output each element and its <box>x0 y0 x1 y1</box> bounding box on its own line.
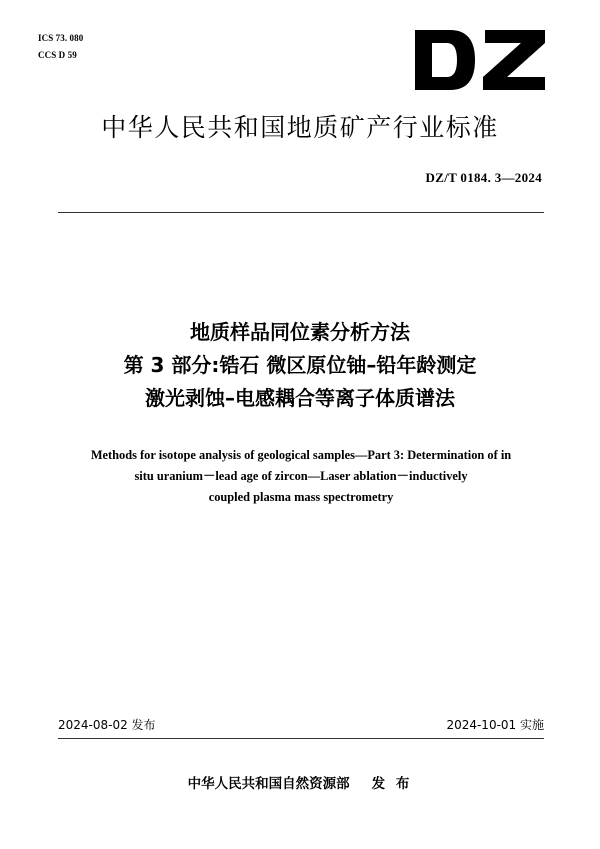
english-title-line: situ uranium－lead age of zircon—Laser ablation－inductively <box>134 469 468 483</box>
chinese-title-line: 第 3 部分:锆石 微区原位铀–铅年龄测定 <box>123 353 477 377</box>
issue-date: 2024-08-02 发布 <box>58 718 156 732</box>
dz-standard-logo <box>405 25 555 95</box>
implementation-date: 2024-10-01 实施 <box>446 718 544 732</box>
ics-code: ICS 73. 080 <box>38 33 84 43</box>
chinese-title <box>0 316 600 415</box>
chinese-title-line: 地质样品同位素分析方法 <box>190 320 410 344</box>
english-title <box>62 445 540 508</box>
ccs-code: CCS D 59 <box>38 50 77 60</box>
standard-number: DZ/T 0184. 3—2024 <box>425 170 542 185</box>
chinese-title-line: 激光剥蚀–电感耦合等离子体质谱法 <box>145 386 455 410</box>
top-divider <box>58 212 544 213</box>
english-title-line: coupled plasma mass spectrometry <box>208 490 394 504</box>
classification-codes <box>38 30 83 64</box>
english-title-line: Methods for isotope analysis of geological samples—Part 3: Determination of in <box>90 448 512 462</box>
bottom-divider <box>58 738 544 739</box>
issuing-authority-title: 中华人民共和国地质矿产行业标准 <box>101 113 499 142</box>
publisher-name: 中华人民共和国自然资源部 <box>187 776 350 792</box>
publisher-line <box>0 773 600 795</box>
publish-label: 发 布 <box>371 776 413 792</box>
